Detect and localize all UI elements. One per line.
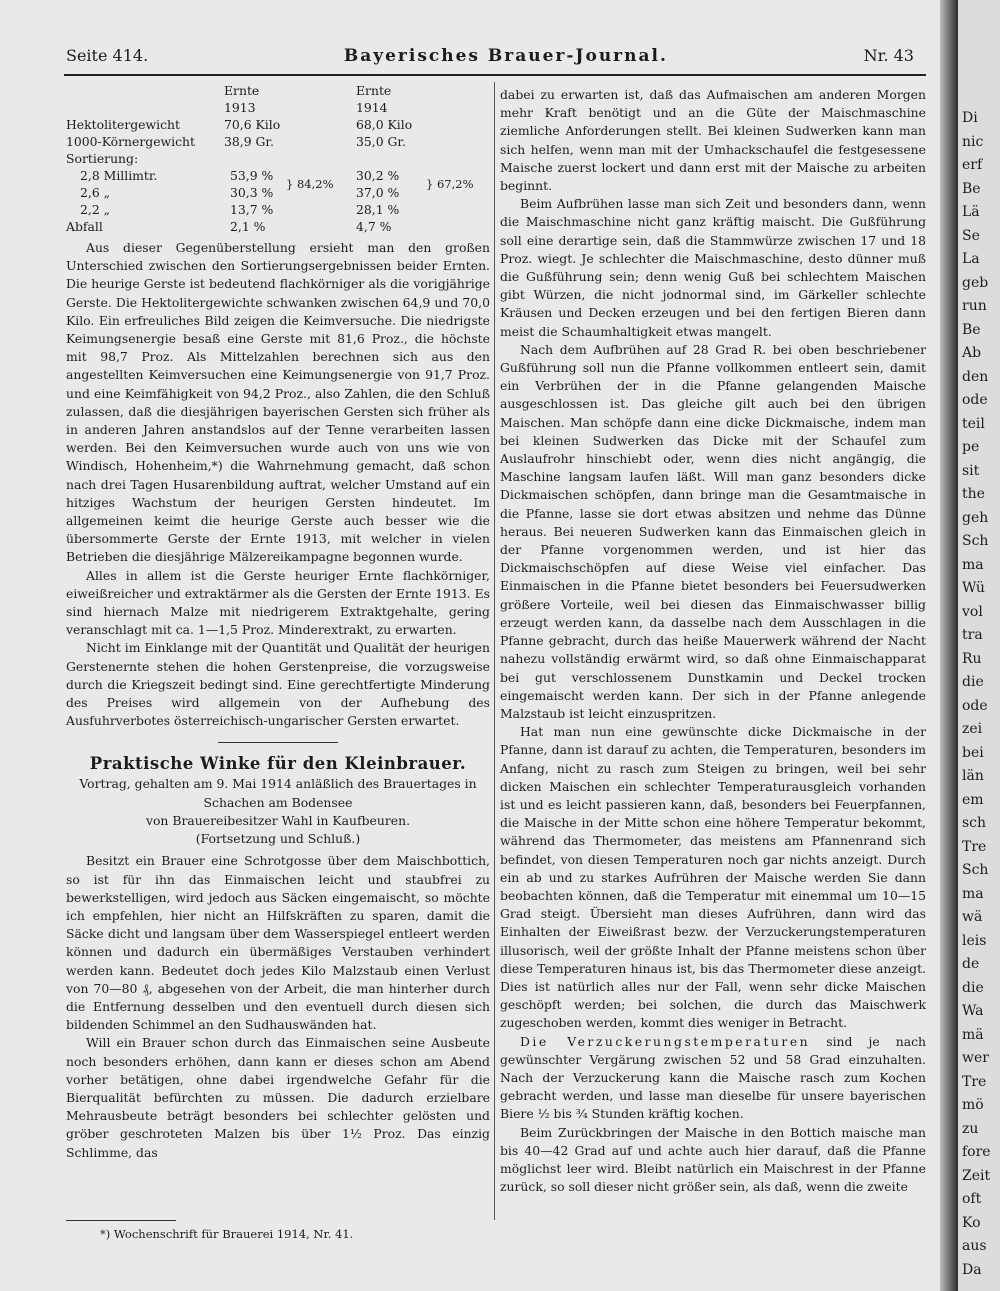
table-row bbox=[66, 201, 490, 218]
adjacent-page-fragment: Tre bbox=[962, 838, 987, 855]
table-cell bbox=[426, 133, 490, 150]
page-header bbox=[66, 46, 914, 72]
column-divider bbox=[494, 82, 495, 1220]
adjacent-page-fragment: ma bbox=[962, 885, 984, 902]
brace-glyph: } bbox=[286, 176, 297, 191]
table-cell: Hektolitergewicht bbox=[66, 117, 180, 132]
adjacent-page-fragment: run bbox=[962, 298, 987, 314]
paragraph: Alles in allem ist die Gerste heuriger Ernte flachkörniger, eiweißreicher und extraktärmer als die Gersten der Ernte 1913. Es sind hiernach Malze mit niedrigerem Extraktgehalte, gering veranschlagt mit ca. 1—1,5 Proz. Minderextrakt, zu erwarten. bbox=[66, 567, 490, 638]
table-cell: 30,3 % bbox=[230, 185, 274, 200]
table-header-cell bbox=[426, 82, 490, 116]
footnote-rule bbox=[66, 1220, 176, 1221]
table-cell: 70,6 Kilo bbox=[224, 117, 281, 132]
page-number: Seite 414. bbox=[66, 46, 149, 65]
adjacent-page-fragment: zu bbox=[962, 1120, 979, 1137]
page-gutter-shadow bbox=[940, 0, 958, 1291]
footnote: *) Wochenschrift für Brauerei 1914, Nr. 41. bbox=[100, 1227, 354, 1241]
table-cell: 2,1 % bbox=[230, 219, 266, 234]
adjacent-page-fragment: em bbox=[962, 791, 984, 808]
article-subtitle: Vortrag, gehalten am 9. Mai 1914 anläßlich des Brauertages in Schachen am Bodensee bbox=[79, 776, 477, 810]
paragraph: Will ein Brauer schon durch das Einmaischen seine Ausbeute noch besonders erhöhen, dann kann er dieses schon am Abend vorher betätigen, ohne dabei irgendwelche Gefahr für die Bierqualität befürchten zu müssen. Die dadurch erzielbare Mehrausbeute beträgt besonders bei schlechter gelösten und gröber geschroteten Malzen bis über 1½ Proz. Das einzig Schlimme, das bbox=[66, 1035, 490, 1160]
adjacent-page-edge bbox=[958, 0, 1000, 1291]
adjacent-page-fragment: vol bbox=[962, 603, 983, 620]
paragraph-text: sind je nach gewünschter Vergärung zwischen 52 und 58 Grad einzuhalten. Nach der Verzuckerung kann die Maische rasch zum Kochen gebracht werden, und lasse man dieselbe für unsere bayerischen Biere ½ bis ¾ Stunden kräftig kochen. bbox=[500, 1033, 927, 1122]
table-header-row bbox=[66, 82, 490, 116]
adjacent-page-fragment: Ab bbox=[962, 345, 982, 361]
table-cell bbox=[426, 167, 490, 201]
table-cell: 2,8 Millimtr. bbox=[80, 168, 158, 183]
table-header-cell: Ernte 1914 bbox=[356, 83, 392, 115]
adjacent-page-fragment: pe bbox=[962, 439, 980, 455]
table-cell: Sortierung: bbox=[66, 151, 139, 166]
adjacent-page-fragment: Ko bbox=[962, 1214, 981, 1231]
adjacent-page-fragment: mä bbox=[962, 1026, 984, 1043]
table-header-cell bbox=[66, 82, 216, 116]
paragraph: Nach dem Aufbrühen auf 28 Grad R. bei oben beschriebener Gußführung soll nun die Pfanne vollkommen entleert sein, damit ein Verbrühen der in die Pfanne gelangenden Maische ausgeschlossen ist. Das gleiche gilt auch bei den übrigen Maischen. Man schöpfe dann eine dicke Dickmaische, indem man bei kleinen Sudwerken das Dicke mit der Schaufel zum Auslaufrohr hinschiebt oder, wenn dies nicht angängig, die Maschine langsam laufen läßt. Will man ganz besonders dicke Dickmaischen schöpfen, dann bringe man die Gesamtmaische in die Pfanne, lasse sie dort etwas absitzen und nehme das Dünne heraus. Bei neueren Sudwerken kann das Einmaischen gleich in der Pfanne vorgenommen werden, und ist hier das Dickmaischschöpfen auf diese Weise viel einfacher. Das Einmaischen in die Pfanne bietet besonders bei Feuersudwerken größere Vorteile, weil bei diesen das Einmaischwasser billig erzeugt werden kann, da dasselbe nach dem Ausschlagen in die Pfanne gebracht, durch das heiße Mauerwerk während der Nacht nahezu vollständig erwärmt wird, so daß ohne Einmaischapparat bei gut verschlossenem Dunstkamin und Deckel trocken eingemaischt werden kann. Der sich in der Pfanne anlegende Malzstaub ist leicht einzuspritzen. bbox=[500, 341, 926, 721]
adjacent-page-fragment: de bbox=[962, 956, 980, 972]
paragraph: Nicht im Einklange mit der Quantität und Qualität der heurigen Gerstenernte stehen die hohen Gerstenpreise, die vorzugsweise durch die Kriegszeit bedingt sind. Eine gerechtfertigte Minderung des Preises wird allgemein von der Aufhebung des Ausfuhrverbotes österreichisch-ungarischer Gersten erwartet. bbox=[66, 640, 490, 729]
table-cell: 37,0 % bbox=[356, 185, 400, 200]
table-row bbox=[66, 218, 490, 235]
emphasized-term: Die Verzuckerungstemperaturen bbox=[520, 1033, 811, 1049]
table-cell bbox=[286, 150, 356, 167]
table-header-cell: Ernte 1913 bbox=[224, 83, 260, 115]
table-cell: 1000-Körnergewicht bbox=[66, 134, 195, 149]
right-column bbox=[500, 86, 926, 1196]
adjacent-page-fragment: leis bbox=[962, 932, 987, 949]
adjacent-page-fragment: mö bbox=[962, 1097, 984, 1113]
table-cell: 4,7 % bbox=[356, 219, 392, 234]
adjacent-page-fragment: Tre bbox=[962, 1073, 987, 1090]
paragraph: dabei zu erwarten ist, daß das Aufmaischen am anderen Morgen mehr Kraft benötigt und an die Güte der Maischmaschine ziemliche Anforderungen stellt. Bei kleinen Sudwerken kann man sich helfen, wenn man mit der Umhackschaufel die festgesessene Maische zuerst lockert und dann erst mit der Maische zu arbeiten beginnt. bbox=[500, 87, 926, 194]
table-cell: 2,6 „ bbox=[80, 185, 111, 200]
adjacent-page-fragment: geh bbox=[962, 509, 989, 526]
table-cell: Abfall bbox=[66, 219, 103, 234]
table-cell: 2,2 „ bbox=[80, 202, 111, 217]
adjacent-page-fragment: Di bbox=[962, 110, 978, 126]
adjacent-page-fragment: bei bbox=[962, 744, 984, 761]
left-column bbox=[66, 82, 490, 1162]
adjacent-page-fragment: Ru bbox=[962, 650, 982, 667]
table-row bbox=[66, 167, 490, 184]
adjacent-page-fragment: nic bbox=[962, 133, 984, 150]
adjacent-page-fragment: Sch bbox=[962, 862, 989, 878]
table-cell: 13,7 % bbox=[230, 202, 274, 217]
table-cell: 28,1 % bbox=[356, 202, 400, 217]
adjacent-page-fragment: Lä bbox=[962, 204, 980, 220]
issue-number: Nr. 43 bbox=[863, 46, 914, 65]
paragraph: Hat man nun eine gewünschte dicke Dickmaische in der Pfanne, dann ist darauf zu achten, die Temperaturen, besonders im Anfang, nicht zu rasch zum Steigen zu bringen, weil bei sehr dicken Maischen ein schlechter Temperaturausgleich vorhanden ist und es leicht passieren kann, daß, besonders bei Feuerpfannen, die Maische in der Mitte schon eine höhere Temperatur bekommt, während das Thermometer, das meistens am Pfannenrand sich befindet, von diesen Temperaturen noch gar nichts anzeigt. Durch ein ab und zu starkes Aufrühren der Maische werden Sie dann beobachten können, daß die Temperatur mit einemmal um 10—15 Grad steigt. Übersieht man dieses Aufrühren, dann wird das Einhalten der Eiweißrast bezw. der Verzuckerungstemperaturen illusorisch, weil der größte Inhalt der Pfanne meistens schon über diese Temperaturen hinaus ist, bis das Thermometer diese anzeigt. Dies ist natürlich alles nur der Fall, wenn sehr dicke Maischen geschöpft werden; bei solchen, die durch das Maischwerk zugeschoben werden, kommt dies weniger in Betracht. bbox=[500, 724, 926, 1031]
adjacent-page-fragment: Sch bbox=[962, 533, 989, 549]
table-cell bbox=[426, 150, 490, 167]
adjacent-page-fragment: the bbox=[962, 486, 985, 502]
table-cell bbox=[356, 150, 426, 167]
adjacent-page-fragment: ode bbox=[962, 392, 988, 408]
adjacent-page-fragment: erf bbox=[962, 157, 983, 173]
sum-1913: 84,2% bbox=[296, 176, 334, 191]
table-row bbox=[66, 150, 490, 167]
adjacent-page-fragment: den bbox=[962, 368, 989, 385]
brace-glyph: } bbox=[426, 176, 437, 191]
paragraph: Beim Aufbrühen lasse man sich Zeit und besonders dann, wenn die Maischmaschine nicht ganz kräftig maischt. Die Gußführung soll eine derartige sein, daß die Stammwürze zwischen 17 und 18 Proz. wiegt. Je schlechter die Maischmaschine, desto dünner muß die Gußführung sein; denn wenig Guß bei schlechtem Maischen gibt Würzen, die nicht jodnormal sind, im Gärkeller schlechte Kräusen und Decken erzeugen und bei den fertigen Bieren dann meist die Schaumhaltigkeit etwas mangelt. bbox=[500, 196, 926, 339]
article-title: Praktische Winke für den Kleinbrauer. bbox=[89, 754, 467, 774]
adjacent-page-fragment: län bbox=[962, 768, 984, 784]
journal-title: Bayerisches Brauer-Journal. bbox=[343, 46, 668, 66]
table-row bbox=[66, 133, 490, 150]
table-row bbox=[66, 116, 490, 133]
adjacent-page-fragment: sch bbox=[962, 815, 987, 831]
sum-1914: 67,2% bbox=[436, 176, 474, 191]
table-cell bbox=[216, 150, 286, 167]
paragraph: Beim Zurückbringen der Maische in den Bottich maische man bis 40—42 Grad auf und achte auch hier darauf, daß die Pfanne möglichst leer wird. Bleibt natürlich ein Maischrest in der Pfanne zurück, so soll dieser nicht größer sein, als daß, wenn die zweite bbox=[500, 1124, 926, 1195]
table-cell bbox=[286, 167, 356, 201]
adjacent-page-fragment: Se bbox=[962, 227, 980, 244]
adjacent-page-fragment: Be bbox=[962, 321, 981, 338]
adjacent-page-fragment: oft bbox=[962, 1191, 982, 1207]
adjacent-page-fragment: La bbox=[962, 251, 980, 267]
adjacent-page-fragment: aus bbox=[962, 1238, 987, 1254]
paragraph bbox=[500, 1033, 926, 1124]
paragraph: Aus dieser Gegenüberstellung ersieht man den großen Unterschied zwischen den Sortierungsergebnissen beider Ernten. Die heurige Gerste ist bedeutend flachkörniger als die vorigjährige Gerste. Die Hektolitergewichte schwanken zwischen 64,9 und 70,0 Kilo. Ein erfreuliches Bild zeigen die Keimversuche. Die niedrigste Keimungsenergie besaß eine Gerste mit 81,6 Proz., die höchste mit 98,7 Proz. Als Mittelzahlen berechnen sich aus den angestellten Keimversuchen eine Keimungsenergie von 91,7 Proz. und eine Keimfähigkeit von 94,2 Proz., also Zahlen, die den Schluß zulassen, daß die diesjährigen bayerischen Gersten sich früher als in anderen Jahren anstandslos auf der Tenne verarbeiten lassen werden. Bei den Keimversuchen wurde auch von uns wie von Windisch, Hohenheim,*) die Wahrnehmung gemacht, daß schon nach drei Tagen Husarenbildung auftrat, welcher Umstand auf ein hitziges Wachstum der heurigen Gersten hindeutet. Im allgemeinen keimt die heurige Gerste auch besser wie die übersommerte Gerste der Ernte 1913, mit welcher in vielen Betrieben die diesjährige Mälzereikampagne begonnen wurde. bbox=[66, 240, 490, 565]
adjacent-page-fragment: Be bbox=[962, 180, 981, 197]
adjacent-page-fragment: wä bbox=[962, 909, 983, 925]
adjacent-page-fragment: Wü bbox=[962, 580, 985, 596]
table-cell bbox=[286, 218, 356, 235]
paragraph: Besitzt ein Brauer eine Schrotgosse über dem Maischbottich, so ist für ihn das Einmaischen leicht und staubfrei zu bewerkstelligen, wird jedoch aus Säcken eingemaischt, so möchte ich empfehlen, hier nicht an Hilfskräften zu sparen, damit die Säcke dicht und langsam über dem Wasserspiegel entleert werden können und dadurch ein übermäßiges Verstauben verhindert werden kann. Bedeutet doch jedes Kilo Malzstaub einen Verlust von 70—80 ₰, abgesehen von der Arbeit, die man hinterher durch die Entfernung desselben und den eventuell durch diesen sich bildenden Schimmel an den Sudhauswänden hat. bbox=[66, 853, 490, 1033]
table-cell: 68,0 Kilo bbox=[356, 117, 413, 132]
adjacent-page-fragment: Wa bbox=[962, 1003, 984, 1019]
adjacent-page-fragment: tra bbox=[962, 627, 983, 643]
table-cell: 53,9 % bbox=[230, 168, 274, 183]
table-header-cell bbox=[286, 82, 356, 116]
adjacent-page-fragment: Zeit bbox=[962, 1167, 991, 1184]
adjacent-page-fragment: ode bbox=[962, 697, 988, 714]
article-author: von Brauereibesitzer Wahl in Kaufbeuren. bbox=[145, 812, 411, 828]
header-rule bbox=[64, 74, 926, 76]
table-cell bbox=[286, 201, 356, 218]
article-continuation-note: (Fortsetzung und Schluß.) bbox=[195, 831, 361, 847]
table-cell bbox=[426, 116, 490, 133]
adjacent-page-fragment: sit bbox=[962, 462, 980, 479]
table-cell bbox=[286, 133, 356, 150]
adjacent-page-fragment: die bbox=[962, 979, 984, 996]
adjacent-page-fragment: wer bbox=[962, 1050, 989, 1066]
adjacent-page-fragment: fore bbox=[962, 1144, 991, 1160]
adjacent-page-fragment: Da bbox=[962, 1261, 982, 1278]
table-cell: 35,0 Gr. bbox=[356, 134, 406, 149]
adjacent-page-fragment: zei bbox=[962, 721, 983, 737]
table-cell bbox=[426, 218, 490, 235]
adjacent-page-fragment: teil bbox=[962, 415, 985, 432]
article-separator bbox=[218, 742, 338, 743]
adjacent-page-fragment: die bbox=[962, 674, 984, 690]
table-cell bbox=[286, 116, 356, 133]
sorting-table bbox=[66, 82, 490, 235]
table-cell bbox=[426, 201, 490, 218]
table-cell: 30,2 % bbox=[356, 168, 400, 183]
adjacent-page-fragment: ma bbox=[962, 556, 984, 573]
table-cell: 38,9 Gr. bbox=[224, 134, 274, 149]
adjacent-page-fragment: geb bbox=[962, 274, 989, 291]
